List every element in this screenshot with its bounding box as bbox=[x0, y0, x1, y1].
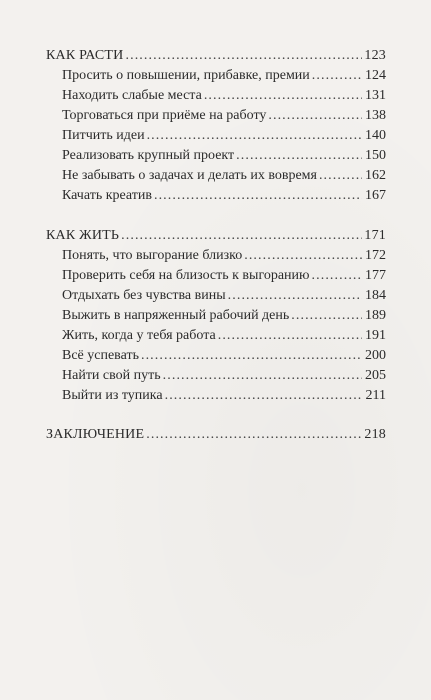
toc-item-label: Выйти из тупика bbox=[62, 388, 163, 403]
toc-leader-dots bbox=[147, 126, 362, 146]
toc-item-label: Питчить идеи bbox=[62, 128, 145, 143]
toc-leader-dots bbox=[312, 66, 362, 86]
toc-page-number: 191 bbox=[365, 328, 386, 343]
toc-item bbox=[62, 126, 386, 146]
toc-item bbox=[62, 166, 386, 186]
toc-leader-dots bbox=[244, 246, 362, 266]
toc-leader-dots bbox=[126, 46, 363, 66]
toc-item bbox=[62, 326, 386, 346]
toc-leader-dots bbox=[319, 166, 362, 186]
toc-leader-dots bbox=[268, 106, 362, 126]
toc-section-title: ЗАКЛЮЧЕНИЕ bbox=[46, 427, 145, 442]
toc-leader-dots bbox=[121, 226, 362, 246]
toc-item bbox=[62, 386, 386, 406]
toc-item-label: Не забывать о задачах и делать их вовремя bbox=[62, 168, 317, 183]
toc-section-title: КАК ЖИТЬ bbox=[46, 228, 120, 243]
toc-item-label: Просить о повышении, прибавке, премии bbox=[62, 68, 310, 83]
toc-item-label: Качать креатив bbox=[62, 188, 152, 203]
toc-page-number: 177 bbox=[365, 268, 386, 283]
toc-page-number: 200 bbox=[365, 348, 386, 363]
toc-item-label: Всё успевать bbox=[62, 348, 139, 363]
toc-page-number: 211 bbox=[365, 388, 386, 403]
toc-section-conclusion bbox=[46, 425, 386, 445]
toc-item bbox=[62, 286, 386, 306]
toc-item-label: Понять, что выгорание близко bbox=[62, 248, 243, 263]
toc-leader-dots bbox=[218, 326, 362, 346]
toc-leader-dots bbox=[165, 386, 362, 406]
toc-leader-dots bbox=[141, 346, 362, 366]
toc-page-number: 162 bbox=[365, 168, 386, 183]
toc-item bbox=[62, 306, 386, 326]
toc-section-title: КАК РАСТИ bbox=[46, 48, 124, 63]
toc-page-number: 150 bbox=[365, 148, 386, 163]
toc-item-label: Отдыхать без чувства вины bbox=[62, 288, 226, 303]
toc-item bbox=[62, 86, 386, 106]
toc-page-number: 167 bbox=[365, 188, 386, 203]
toc-item bbox=[62, 106, 386, 126]
toc-leader-dots bbox=[146, 425, 362, 445]
toc-item-label: Жить, когда у тебя работа bbox=[62, 328, 216, 343]
toc-page-number: 189 bbox=[365, 308, 386, 323]
toc-item-label: Проверить себя на близость к выгоранию bbox=[62, 268, 310, 283]
toc-page-number: 131 bbox=[365, 88, 386, 103]
toc-item bbox=[62, 246, 386, 266]
toc-page-number: 184 bbox=[365, 288, 386, 303]
toc-item bbox=[62, 366, 386, 386]
toc-page-number: 123 bbox=[364, 48, 386, 63]
toc-page-number: 124 bbox=[365, 68, 386, 83]
toc-item-label: Находить слабые места bbox=[62, 88, 202, 103]
toc-leader-dots bbox=[163, 366, 362, 386]
toc-item-label: Реализовать крупный проект bbox=[62, 148, 235, 163]
toc-section-how-to-live bbox=[46, 226, 386, 246]
toc-page-number: 171 bbox=[364, 228, 386, 243]
toc-item-label: Торговаться при приёме на работу bbox=[62, 108, 267, 123]
toc-leader-dots bbox=[154, 186, 362, 206]
toc-leader-dots bbox=[312, 266, 362, 286]
toc-page-number: 140 bbox=[365, 128, 386, 143]
toc-item-label: Найти свой путь bbox=[62, 368, 161, 383]
toc-leader-dots bbox=[204, 86, 362, 106]
toc-item bbox=[62, 146, 386, 166]
toc-item bbox=[62, 186, 386, 206]
toc-item bbox=[62, 346, 386, 366]
toc-item-label: Выжить в напряженный рабочий день bbox=[62, 308, 290, 323]
toc-page-number: 205 bbox=[365, 368, 386, 383]
toc-leader-dots bbox=[291, 306, 362, 326]
toc-item bbox=[62, 266, 386, 286]
toc-page-number: 172 bbox=[365, 248, 386, 263]
toc-page-number: 138 bbox=[365, 108, 386, 123]
toc-section-how-to-grow bbox=[46, 46, 386, 66]
toc-page-number: 218 bbox=[364, 427, 386, 442]
toc-item bbox=[62, 66, 386, 86]
toc-leader-dots bbox=[228, 286, 362, 306]
toc-leader-dots bbox=[236, 146, 362, 166]
